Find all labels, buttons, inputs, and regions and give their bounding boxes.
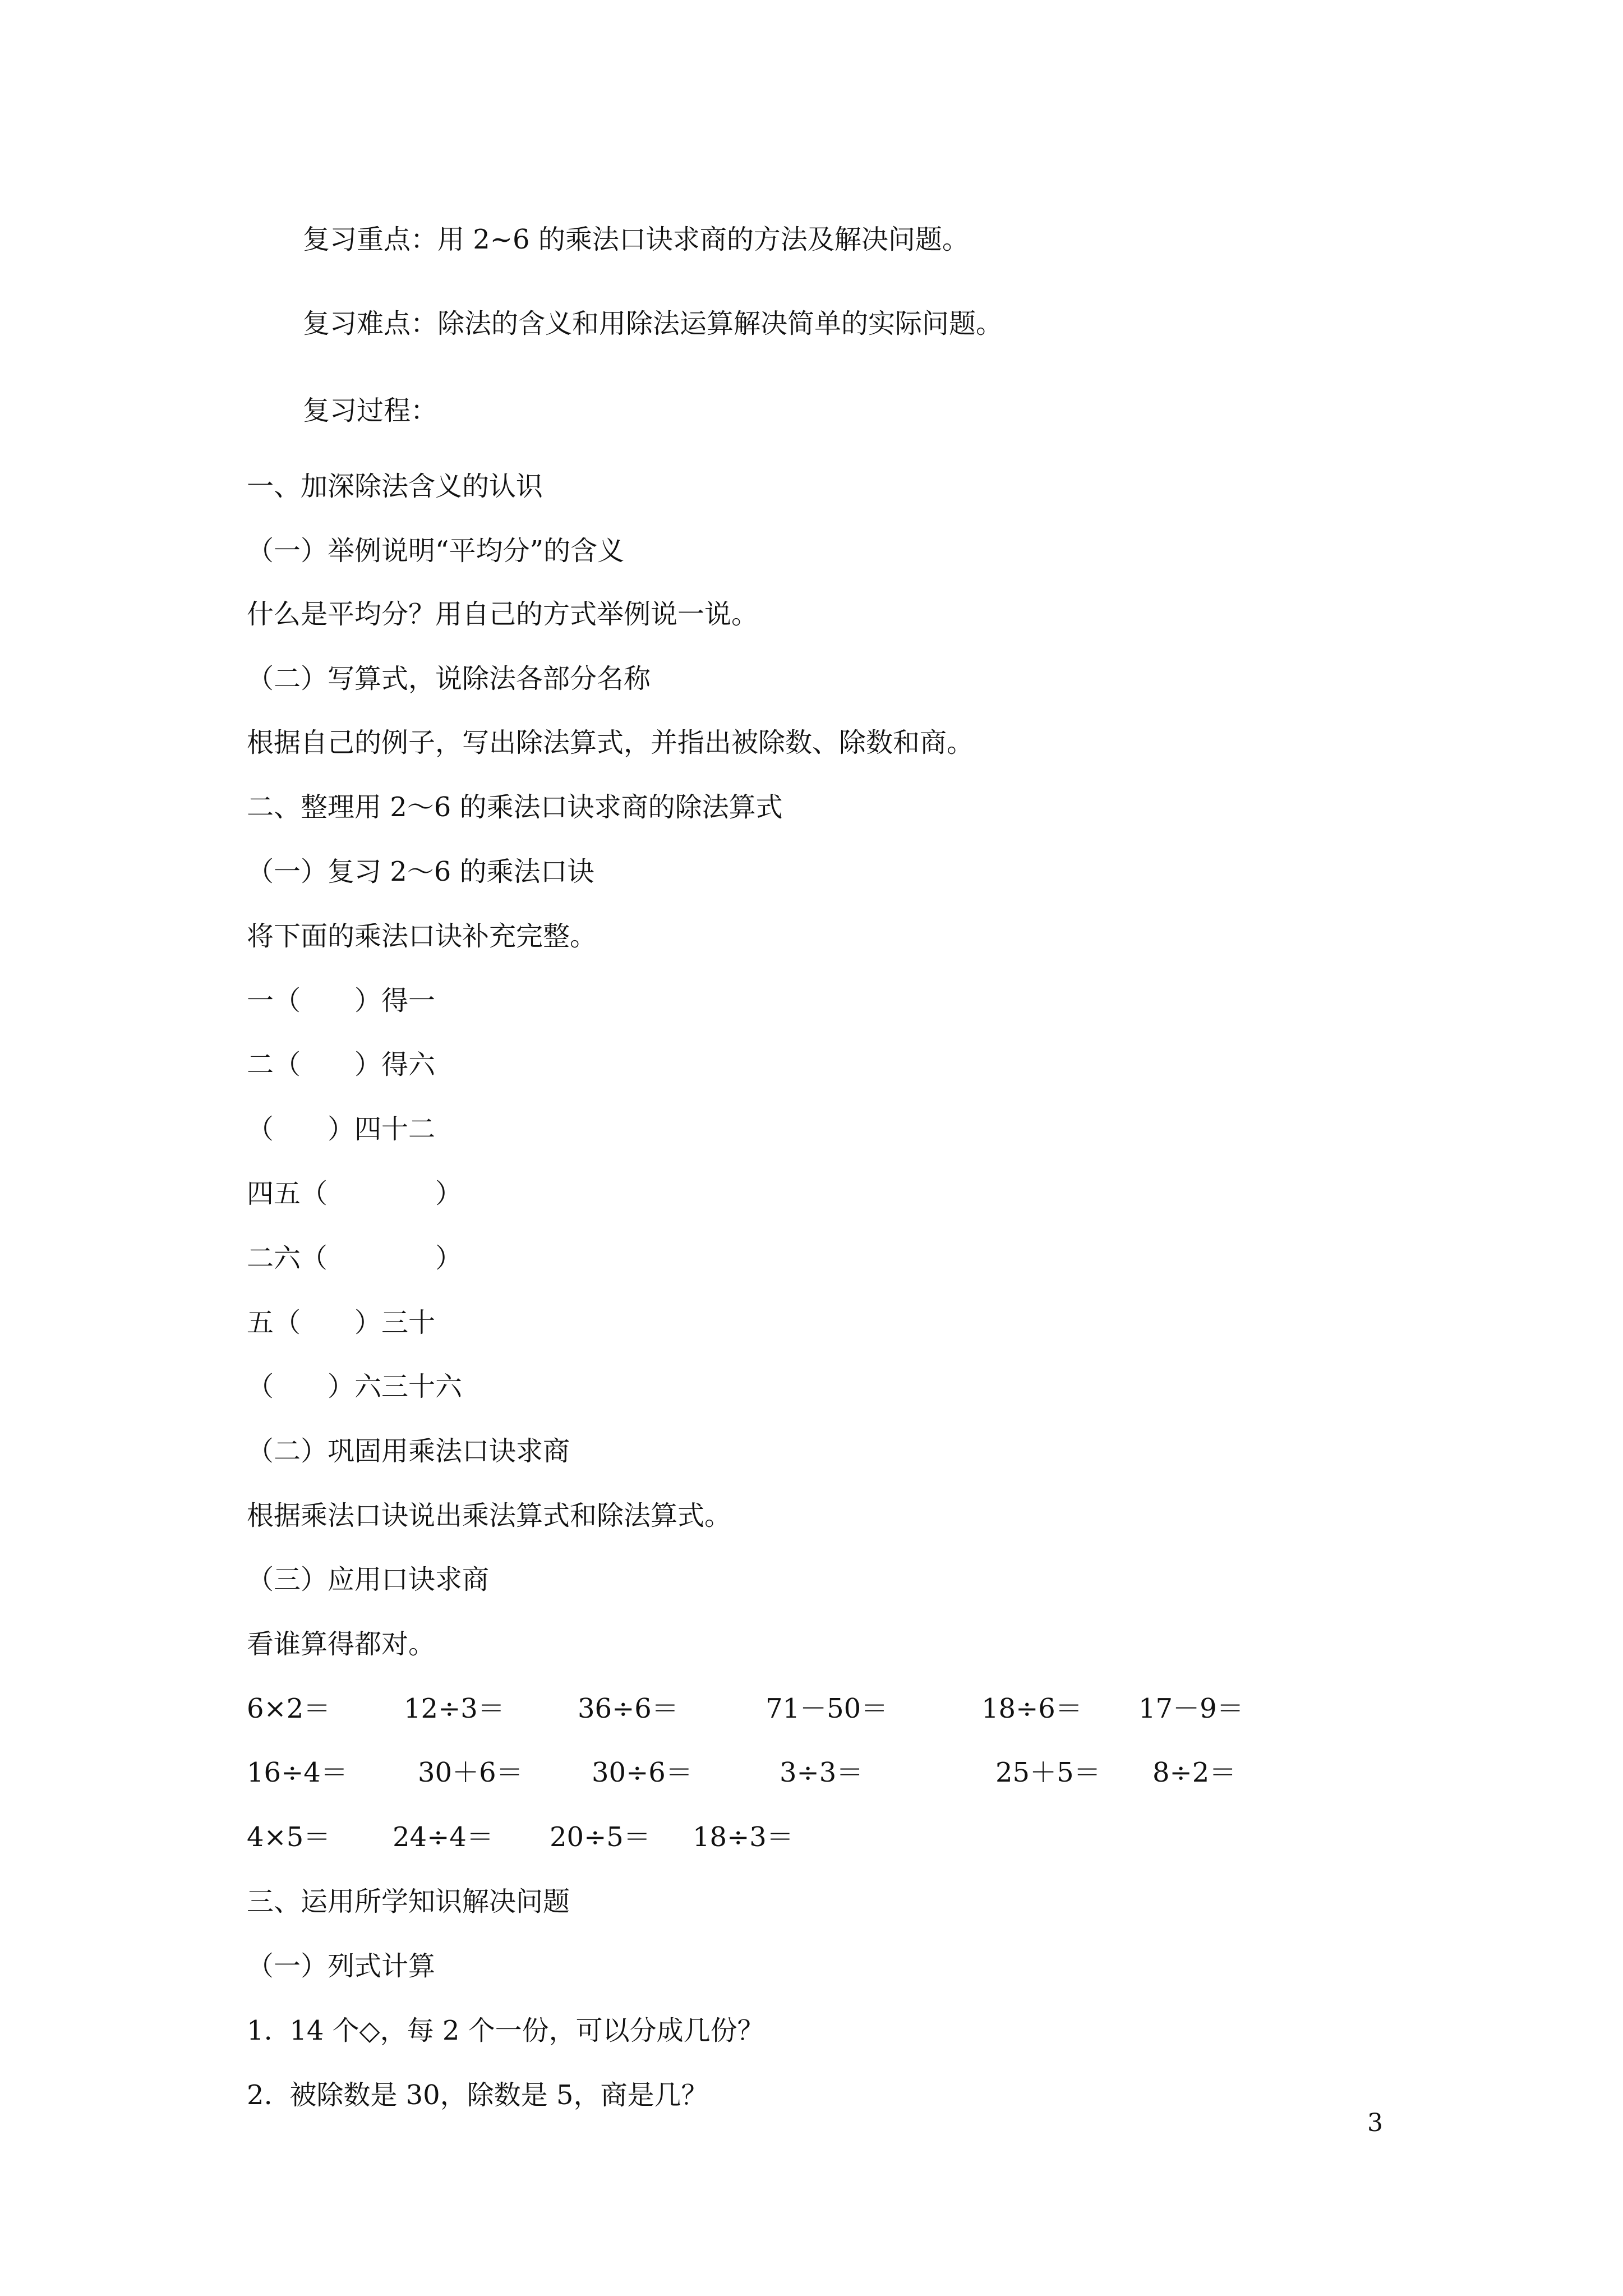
section-2-sub1-title: （一）复习 2～6 的乘法口诀 — [247, 856, 594, 887]
rhyme-line: 四五（ ） — [247, 1178, 463, 1209]
equation: 8÷2＝ — [1152, 1757, 1237, 1788]
equation: 6×2＝ — [247, 1693, 331, 1724]
page-number: 3 — [1367, 2109, 1383, 2137]
section-2-sub1-text: 将下面的乘法口诀补充完整。 — [247, 921, 597, 952]
section-1-sub2-text: 根据自己的例子，写出除法算式，并指出被除数、除数和商。 — [247, 727, 974, 758]
section-2-title: 二、整理用 2～6 的乘法口诀求商的除法算式 — [247, 792, 783, 823]
review-focus: 复习重点：用 2~6 的乘法口诀求商的方法及解决问题。 — [303, 224, 969, 255]
equation: 17－9＝ — [1138, 1693, 1244, 1724]
equation: 18÷3＝ — [693, 1821, 794, 1853]
review-process-heading: 复习过程： — [303, 395, 438, 426]
equation: 30÷6＝ — [592, 1757, 693, 1788]
rhyme-line: 二（ ）得六 — [247, 1049, 436, 1080]
equation: 71－50＝ — [766, 1693, 888, 1724]
question-2: 2. 被除数是 30，除数是 5，商是几？ — [247, 2079, 708, 2111]
question-1: 1. 14 个◇，每 2 个一份，可以分成几份？ — [247, 2015, 764, 2046]
equation: 36÷6＝ — [578, 1693, 679, 1724]
equation: 20÷5＝ — [550, 1821, 651, 1853]
section-3-sub1-title: （一）列式计算 — [247, 1950, 436, 1982]
equation: 25＋5＝ — [995, 1757, 1101, 1788]
section-1-sub2-title: （二）写算式，说除法各部分名称 — [247, 663, 651, 694]
section-3-title: 三、运用所学知识解决问题 — [247, 1886, 570, 1917]
review-difficulty: 复习难点：除法的含义和用除法运算解决简单的实际问题。 — [303, 308, 1003, 339]
section-2-sub2-title: （二）巩固用乘法口诀求商 — [247, 1435, 570, 1467]
equation: 4×5＝ — [247, 1821, 331, 1853]
equation: 18÷6＝ — [981, 1693, 1082, 1724]
equation: 12÷3＝ — [404, 1693, 505, 1724]
rhyme-line: 一（ ）得一 — [247, 985, 436, 1016]
equation: 30＋6＝ — [418, 1757, 523, 1788]
section-2-sub3-text: 看谁算得都对。 — [247, 1628, 436, 1660]
rhyme-line: （ ）四十二 — [247, 1114, 436, 1145]
rhyme-line: 二六（ ） — [247, 1243, 463, 1274]
section-1-sub1-text: 什么是平均分？用自己的方式举例说一说。 — [247, 599, 759, 630]
section-1-title: 一、加深除法含义的认识 — [247, 471, 543, 502]
equation: 24÷4＝ — [393, 1821, 494, 1853]
rhyme-line: 五（ ）三十 — [247, 1307, 436, 1338]
rhyme-line: （ ）六三十六 — [247, 1371, 463, 1402]
section-2-sub3-title: （三）应用口诀求商 — [247, 1564, 490, 1595]
section-1-sub1-title: （一）举例说明“平均分”的含义 — [247, 535, 625, 567]
equation: 16÷4＝ — [247, 1757, 348, 1788]
section-2-sub2-text: 根据乘法口诀说出乘法算式和除法算式。 — [247, 1500, 732, 1531]
equation: 3÷3＝ — [780, 1757, 864, 1788]
